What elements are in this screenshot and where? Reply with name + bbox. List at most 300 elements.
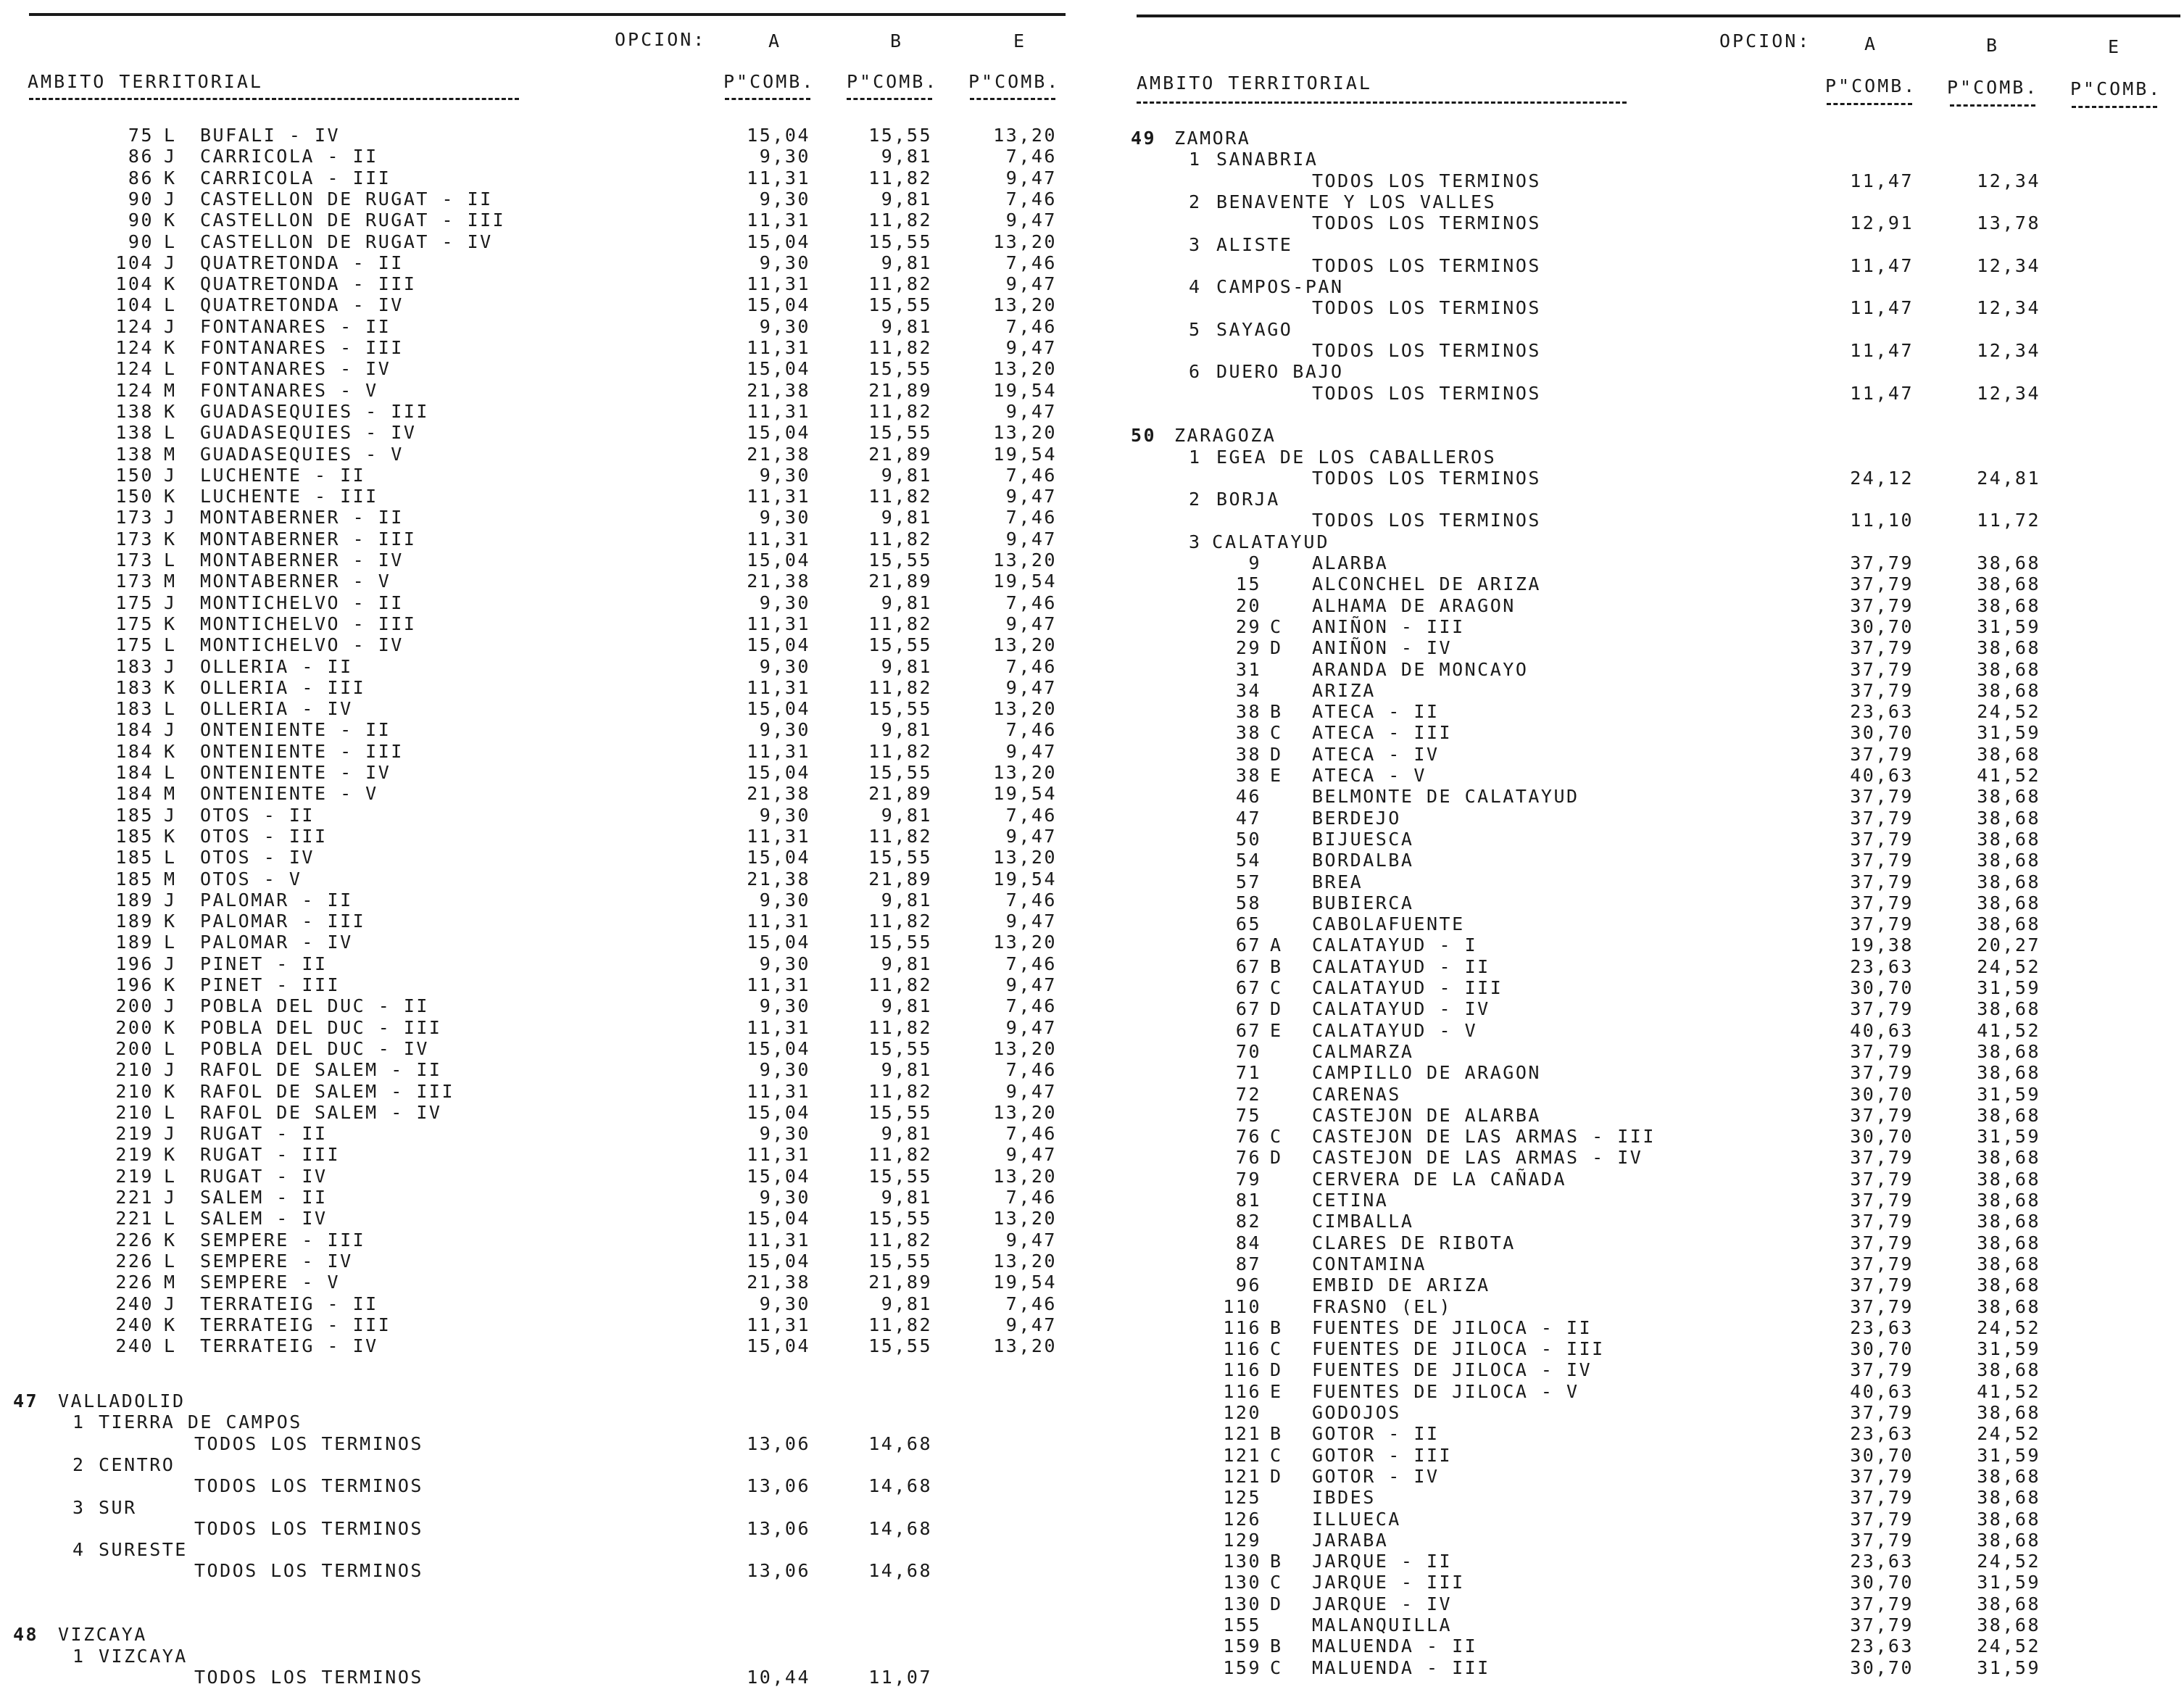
municipality-name: BUFALI - IV [200, 125, 341, 146]
value-option-b: 9,81 [881, 188, 932, 210]
value-option-a: 11,31 [747, 167, 810, 188]
value-option-e: 13,20 [993, 358, 1057, 380]
value-option-e: 9,47 [1005, 676, 1057, 698]
zone-letter: B [1270, 1635, 1283, 1657]
value-option-b: 11,82 [868, 740, 932, 762]
zone-letter: K [164, 911, 177, 932]
zone-letter: K [164, 486, 177, 507]
value-option-b: 31,59 [1977, 1444, 2040, 1466]
zone-letter: K [164, 974, 177, 995]
municipality-name: JARQUE - II [1312, 1551, 1453, 1572]
value-option-e: 13,20 [993, 698, 1057, 720]
municipality-code: 183 [115, 655, 154, 677]
value-option-a: 37,79 [1850, 998, 1914, 1020]
province-code: 49 [1131, 128, 1157, 149]
municipality-name: BELMONTE DE CALATAYUD [1312, 786, 1579, 808]
comarca-code: 3 [1189, 233, 1202, 255]
value-option-e: 9,47 [1005, 400, 1057, 422]
value-option-b: 38,68 [1977, 1232, 2040, 1253]
value-option-a: 37,79 [1850, 1359, 1914, 1381]
value-option-b: 15,55 [868, 1335, 932, 1357]
value-option-a: 9,30 [759, 1187, 810, 1208]
value-option-a: 11,10 [1850, 510, 1914, 531]
value-option-a: 23,63 [1850, 1551, 1914, 1572]
value-option-b: 11,82 [868, 825, 932, 847]
zone-letter: J [164, 889, 177, 911]
todos-row [1131, 468, 2184, 489]
zone-letter: L [164, 1101, 177, 1123]
zone-letter: L [164, 698, 177, 720]
value-option-a: 23,63 [1850, 1317, 1914, 1338]
table-row [1131, 1105, 2184, 1126]
option-b-header: B [1986, 35, 2000, 56]
municipality-name: CASTELLON DE RUGAT - III [200, 210, 506, 231]
value-option-a: 11,31 [747, 273, 810, 295]
municipality-code: 90 [128, 188, 154, 210]
table-row [1131, 1147, 2184, 1168]
value-option-a: 11,31 [747, 1080, 810, 1102]
value-option-b: 38,68 [1977, 1104, 2040, 1126]
value-option-e: 9,47 [1005, 1080, 1057, 1102]
value-option-a: 13,06 [747, 1475, 810, 1497]
comarca-row [0, 1411, 1087, 1432]
municipality-name: ARIZA [1312, 679, 1376, 701]
value-option-a: 37,79 [1850, 1253, 1914, 1274]
value-option-a: 30,70 [1850, 977, 1914, 998]
value-option-b: 38,68 [1977, 679, 2040, 701]
zone-letter: L [164, 1037, 177, 1059]
value-option-b: 15,55 [868, 358, 932, 380]
todos-los-terminos-label: TODOS LOS TERMINOS [1312, 510, 1541, 531]
municipality-code: 76 [1235, 1147, 1261, 1169]
value-option-b: 31,59 [1977, 1657, 2040, 1678]
municipality-name: CASTELLON DE RUGAT - IV [200, 231, 493, 252]
municipality-name: CARENAS [1312, 1083, 1401, 1105]
table-row [0, 358, 1087, 379]
table-row [0, 1230, 1087, 1251]
table-row [0, 422, 1087, 443]
municipality-name: OTOS - IV [200, 847, 315, 868]
value-option-a: 21,38 [747, 571, 810, 592]
zone-letter: M [164, 443, 177, 465]
value-option-a: 37,79 [1850, 1295, 1914, 1317]
municipality-code: 184 [115, 740, 154, 762]
zone-letter: C [1270, 977, 1283, 998]
zone-letter: J [164, 188, 177, 210]
table-row [0, 974, 1087, 995]
value-option-e: 9,47 [1005, 486, 1057, 507]
municipality-code: 126 [1223, 1508, 1261, 1530]
value-option-a: 37,79 [1850, 1487, 1914, 1509]
municipality-name: JARQUE - IV [1312, 1593, 1453, 1614]
zone-letter: B [1270, 1551, 1283, 1572]
comarca-name: TIERRA DE CAMPOS [99, 1411, 302, 1433]
value-option-b: 38,68 [1977, 850, 2040, 871]
table-row [1131, 1126, 2184, 1147]
value-option-a: 37,79 [1850, 1593, 1914, 1614]
value-option-b: 15,55 [868, 294, 932, 316]
municipality-name: ATECA - II [1312, 701, 1440, 723]
value-option-a: 15,04 [747, 847, 810, 868]
comarca-code: 2 [1189, 191, 1202, 212]
table-row [0, 125, 1087, 146]
municipality-name: PINET - III [200, 974, 341, 995]
table-row [1131, 956, 2184, 977]
value-option-b: 38,68 [1977, 1465, 2040, 1487]
value-option-b: 9,81 [881, 655, 932, 677]
value-option-b: 12,34 [1977, 382, 2040, 404]
table-row [1131, 1593, 2184, 1614]
zone-letter: K [164, 273, 177, 295]
municipality-name: BIJUESCA [1312, 828, 1414, 850]
value-option-a: 21,38 [747, 1272, 810, 1293]
municipality-name: LUCHENTE - III [200, 486, 378, 507]
table-row [0, 826, 1087, 847]
value-option-a: 11,31 [747, 337, 810, 358]
zone-letter: J [164, 1187, 177, 1208]
value-option-b: 38,68 [1977, 1508, 2040, 1530]
value-option-b: 15,55 [868, 1208, 932, 1230]
value-option-b: 9,81 [881, 315, 932, 337]
municipality-name: OTOS - V [200, 868, 302, 890]
table-row [0, 316, 1087, 337]
value-option-e: 19,54 [993, 1272, 1057, 1293]
municipality-name: BORDALBA [1312, 850, 1414, 871]
top-rule [1137, 14, 2180, 17]
zone-letter: K [164, 1080, 177, 1102]
value-option-b: 9,81 [881, 592, 932, 613]
value-option-a: 15,04 [747, 550, 810, 571]
municipality-name: RAFOL DE SALEM - IV [200, 1101, 442, 1123]
municipality-name: JARQUE - III [1312, 1572, 1465, 1593]
municipality-code: 226 [115, 1250, 154, 1272]
value-option-b: 15,55 [868, 125, 932, 146]
municipality-code: 159 [1223, 1657, 1261, 1678]
value-option-e: 9,47 [1005, 974, 1057, 995]
value-option-e: 9,47 [1005, 273, 1057, 295]
todos-row [1131, 297, 2184, 318]
municipality-name: CALATAYUD - II [1312, 955, 1490, 977]
municipality-code: 240 [115, 1335, 154, 1357]
municipality-code: 185 [115, 804, 154, 826]
municipality-code: 120 [1223, 1402, 1261, 1423]
todos-los-terminos-label: TODOS LOS TERMINOS [194, 1560, 423, 1582]
zone-letter: D [1270, 1593, 1283, 1614]
table-row [0, 762, 1087, 783]
col-a-underline [725, 98, 810, 100]
value-option-e: 9,47 [1005, 613, 1057, 634]
zone-letter: E [1270, 765, 1283, 786]
value-option-e: 13,20 [993, 1335, 1057, 1357]
zone-letter: L [164, 125, 177, 146]
value-option-a: 37,79 [1850, 1508, 1914, 1530]
value-option-a: 15,04 [747, 125, 810, 146]
col-e-underline [2072, 106, 2157, 108]
municipality-code: 189 [115, 911, 154, 932]
value-option-b: 14,68 [868, 1517, 932, 1539]
table-row [1131, 765, 2184, 786]
table-row [1131, 1657, 2184, 1678]
value-option-b: 21,89 [868, 783, 932, 805]
value-option-e: 13,20 [993, 847, 1057, 868]
top-rule [29, 13, 1066, 16]
municipality-code: 82 [1235, 1211, 1261, 1232]
municipality-name: JARABA [1312, 1529, 1389, 1551]
comarca-name: DUERO BAJO [1216, 361, 1344, 383]
todos-row [0, 1518, 1087, 1539]
value-option-e: 7,46 [1005, 188, 1057, 210]
comarca-code: 1 [1189, 149, 1202, 170]
municipality-name: BREA [1312, 871, 1363, 892]
municipality-code: 65 [1235, 913, 1261, 935]
value-option-a: 21,38 [747, 379, 810, 401]
value-option-b: 12,34 [1977, 254, 2040, 276]
municipality-name: CALMARZA [1312, 1040, 1414, 1062]
value-option-b: 31,59 [1977, 1083, 2040, 1105]
zone-letter: L [164, 294, 177, 316]
zone-letter: B [1270, 701, 1283, 723]
value-option-a: 37,79 [1850, 1232, 1914, 1253]
value-option-b: 21,89 [868, 868, 932, 890]
municipality-code: 200 [115, 995, 154, 1017]
municipality-code: 219 [115, 1144, 154, 1166]
value-option-b: 24,52 [1977, 955, 2040, 977]
value-option-b: 11,82 [868, 1016, 932, 1038]
value-option-e: 9,47 [1005, 1144, 1057, 1166]
municipality-code: 96 [1235, 1274, 1261, 1296]
value-option-a: 9,30 [759, 252, 810, 273]
comarca-row [1131, 191, 2184, 212]
value-option-a: 15,04 [747, 1208, 810, 1230]
table-row [0, 592, 1087, 613]
municipality-code: 138 [115, 400, 154, 422]
value-option-a: 37,79 [1850, 1190, 1914, 1211]
value-option-b: 15,55 [868, 231, 932, 252]
zone-letter: L [164, 231, 177, 252]
value-option-a: 37,79 [1850, 1614, 1914, 1635]
municipality-name: ALHAMA DE ARAGON [1312, 594, 1516, 616]
value-option-b: 38,68 [1977, 1147, 2040, 1169]
zone-letter: J [164, 146, 177, 167]
municipality-code: 129 [1223, 1529, 1261, 1551]
value-option-a: 13,06 [747, 1517, 810, 1539]
value-option-a: 9,30 [759, 507, 810, 528]
zone-letter: J [164, 655, 177, 677]
table-row [0, 1251, 1087, 1272]
value-option-a: 37,79 [1850, 1529, 1914, 1551]
todos-row [1131, 340, 2184, 361]
value-option-a: 40,63 [1850, 1019, 1914, 1041]
comarca-name: BENAVENTE Y LOS VALLES [1216, 191, 1497, 212]
value-option-a: 9,30 [759, 1293, 810, 1314]
comarca-row [0, 1539, 1087, 1560]
municipality-code: 86 [128, 146, 154, 167]
municipality-name: MONTABERNER - II [200, 507, 404, 528]
zone-letter: D [1270, 998, 1283, 1020]
todos-row [1131, 383, 2184, 404]
value-option-a: 40,63 [1850, 1380, 1914, 1402]
table-row [0, 231, 1087, 252]
zone-letter: L [164, 762, 177, 783]
value-option-b: 24,52 [1977, 701, 2040, 723]
municipality-code: 184 [115, 783, 154, 805]
municipality-name: CLARES DE RIBOTA [1312, 1232, 1516, 1253]
table-row [1131, 1445, 2184, 1466]
municipality-name: IBDES [1312, 1487, 1376, 1509]
value-option-b: 15,55 [868, 698, 932, 720]
value-option-a: 37,79 [1850, 1104, 1914, 1126]
municipality-name: TERRATEIG - IV [200, 1335, 378, 1357]
zone-letter: J [164, 804, 177, 826]
municipality-code: 226 [115, 1272, 154, 1293]
value-option-b: 38,68 [1977, 743, 2040, 765]
municipality-code: 81 [1235, 1190, 1261, 1211]
zone-letter: K [164, 613, 177, 634]
value-option-a: 9,30 [759, 655, 810, 677]
municipality-code: 29 [1235, 637, 1261, 659]
value-option-a: 37,79 [1850, 1168, 1914, 1190]
comarca-row [1131, 234, 2184, 255]
value-option-a: 11,31 [747, 974, 810, 995]
zone-letter: K [164, 210, 177, 231]
value-option-e: 9,47 [1005, 825, 1057, 847]
value-option-b: 14,68 [868, 1432, 932, 1454]
table-row [0, 613, 1087, 634]
municipality-code: 185 [115, 847, 154, 868]
table-row [1131, 573, 2184, 594]
value-option-b: 31,59 [1977, 615, 2040, 637]
municipality-code: 34 [1235, 679, 1261, 701]
table-row [1131, 1402, 2184, 1423]
table-row [1131, 1614, 2184, 1635]
comarca-name: ALISTE [1216, 233, 1293, 255]
value-option-a: 9,30 [759, 464, 810, 486]
province-code: 48 [13, 1624, 39, 1646]
value-option-a: 37,79 [1850, 913, 1914, 935]
municipality-code: 38 [1235, 765, 1261, 786]
value-option-e: 9,47 [1005, 337, 1057, 358]
municipality-code: 75 [1235, 1104, 1261, 1126]
municipality-name: CAMPILLO DE ARAGON [1312, 1062, 1541, 1084]
municipality-name: GUADASEQUIES - III [200, 400, 429, 422]
value-option-a: 15,04 [747, 1335, 810, 1357]
zone-letter: J [164, 995, 177, 1017]
municipality-name: BUBIERCA [1312, 892, 1414, 913]
option-a-header: A [768, 30, 782, 51]
value-option-b: 38,68 [1977, 637, 2040, 659]
value-option-b: 9,81 [881, 1293, 932, 1314]
value-option-b: 38,68 [1977, 1529, 2040, 1551]
table-row [1131, 1551, 2184, 1572]
todos-los-terminos-label: TODOS LOS TERMINOS [1312, 382, 1541, 404]
value-option-a: 15,04 [747, 358, 810, 380]
table-row [0, 805, 1087, 826]
value-option-e: 9,47 [1005, 167, 1057, 188]
value-option-a: 9,30 [759, 953, 810, 974]
value-option-a: 30,70 [1850, 615, 1914, 637]
municipality-code: 67 [1235, 934, 1261, 956]
municipality-name: POBLA DEL DUC - IV [200, 1037, 429, 1059]
zone-letter: L [164, 1335, 177, 1357]
municipality-name: OLLERIA - II [200, 655, 353, 677]
municipality-name: CALATAYUD - I [1312, 934, 1478, 956]
municipality-code: 240 [115, 1314, 154, 1335]
col-e-label: P"COMB. [968, 71, 1060, 92]
ambito-territorial-header: AMBITO TERRITORIAL [28, 71, 263, 92]
value-option-e: 19,54 [993, 443, 1057, 465]
value-option-b: 11,82 [868, 400, 932, 422]
value-option-b: 38,68 [1977, 1190, 2040, 1211]
table-row [0, 528, 1087, 550]
municipality-name: PINET - II [200, 953, 328, 974]
value-option-e: 7,46 [1005, 592, 1057, 613]
table-row [1131, 829, 2184, 850]
value-option-e: 9,47 [1005, 528, 1057, 550]
value-option-e: 9,47 [1005, 1016, 1057, 1038]
value-option-b: 21,89 [868, 571, 932, 592]
todos-row [0, 1433, 1087, 1454]
value-option-e: 19,54 [993, 571, 1057, 592]
value-option-b: 38,68 [1977, 1614, 2040, 1635]
value-option-a: 19,38 [1850, 934, 1914, 956]
value-option-a: 9,30 [759, 146, 810, 167]
value-option-a: 15,04 [747, 1165, 810, 1187]
municipality-name: CALATAYUD - IV [1312, 998, 1490, 1020]
value-option-b: 31,59 [1977, 977, 2040, 998]
todos-los-terminos-label: TODOS LOS TERMINOS [1312, 254, 1541, 276]
municipality-name: TERRATEIG - III [200, 1314, 391, 1335]
municipality-name: FONTANARES - III [200, 337, 404, 358]
value-option-a: 11,31 [747, 210, 810, 231]
municipality-code: 173 [115, 507, 154, 528]
value-option-e: 13,20 [993, 932, 1057, 953]
municipality-name: QUATRETONDA - IV [200, 294, 404, 316]
municipality-name: ALCONCHEL DE ARIZA [1312, 573, 1541, 595]
value-option-a: 37,79 [1850, 679, 1914, 701]
value-option-b: 38,68 [1977, 892, 2040, 913]
zone-letter: J [164, 315, 177, 337]
zone-letter: M [164, 868, 177, 890]
table-row [1131, 1084, 2184, 1105]
table-row [0, 188, 1087, 210]
zone-letter: J [164, 953, 177, 974]
value-option-b: 13,78 [1977, 212, 2040, 234]
value-option-e: 13,20 [993, 125, 1057, 146]
municipality-code: 173 [115, 571, 154, 592]
municipality-name: FUENTES DE JILOCA - V [1312, 1380, 1579, 1402]
value-option-b: 24,52 [1977, 1317, 2040, 1338]
municipality-code: 121 [1223, 1423, 1261, 1445]
table-row [0, 890, 1087, 911]
municipality-code: 104 [115, 294, 154, 316]
value-option-a: 11,31 [747, 1144, 810, 1166]
table-row [1131, 680, 2184, 701]
comarca-name: BORJA [1216, 489, 1280, 510]
table-row [0, 1166, 1087, 1187]
value-option-b: 11,82 [868, 1229, 932, 1251]
value-option-b: 24,52 [1977, 1551, 2040, 1572]
municipality-name: GUADASEQUIES - IV [200, 422, 417, 444]
value-option-b: 12,34 [1977, 340, 2040, 361]
option-b-header: B [890, 30, 904, 51]
municipality-name: FRASNO (EL) [1312, 1295, 1453, 1317]
table-row [0, 401, 1087, 422]
col-b-underline [1950, 104, 2035, 107]
value-option-a: 37,79 [1850, 573, 1914, 595]
municipality-name: ATECA - III [1312, 722, 1453, 744]
value-option-b: 31,59 [1977, 1338, 2040, 1360]
province-code: 47 [13, 1390, 39, 1411]
